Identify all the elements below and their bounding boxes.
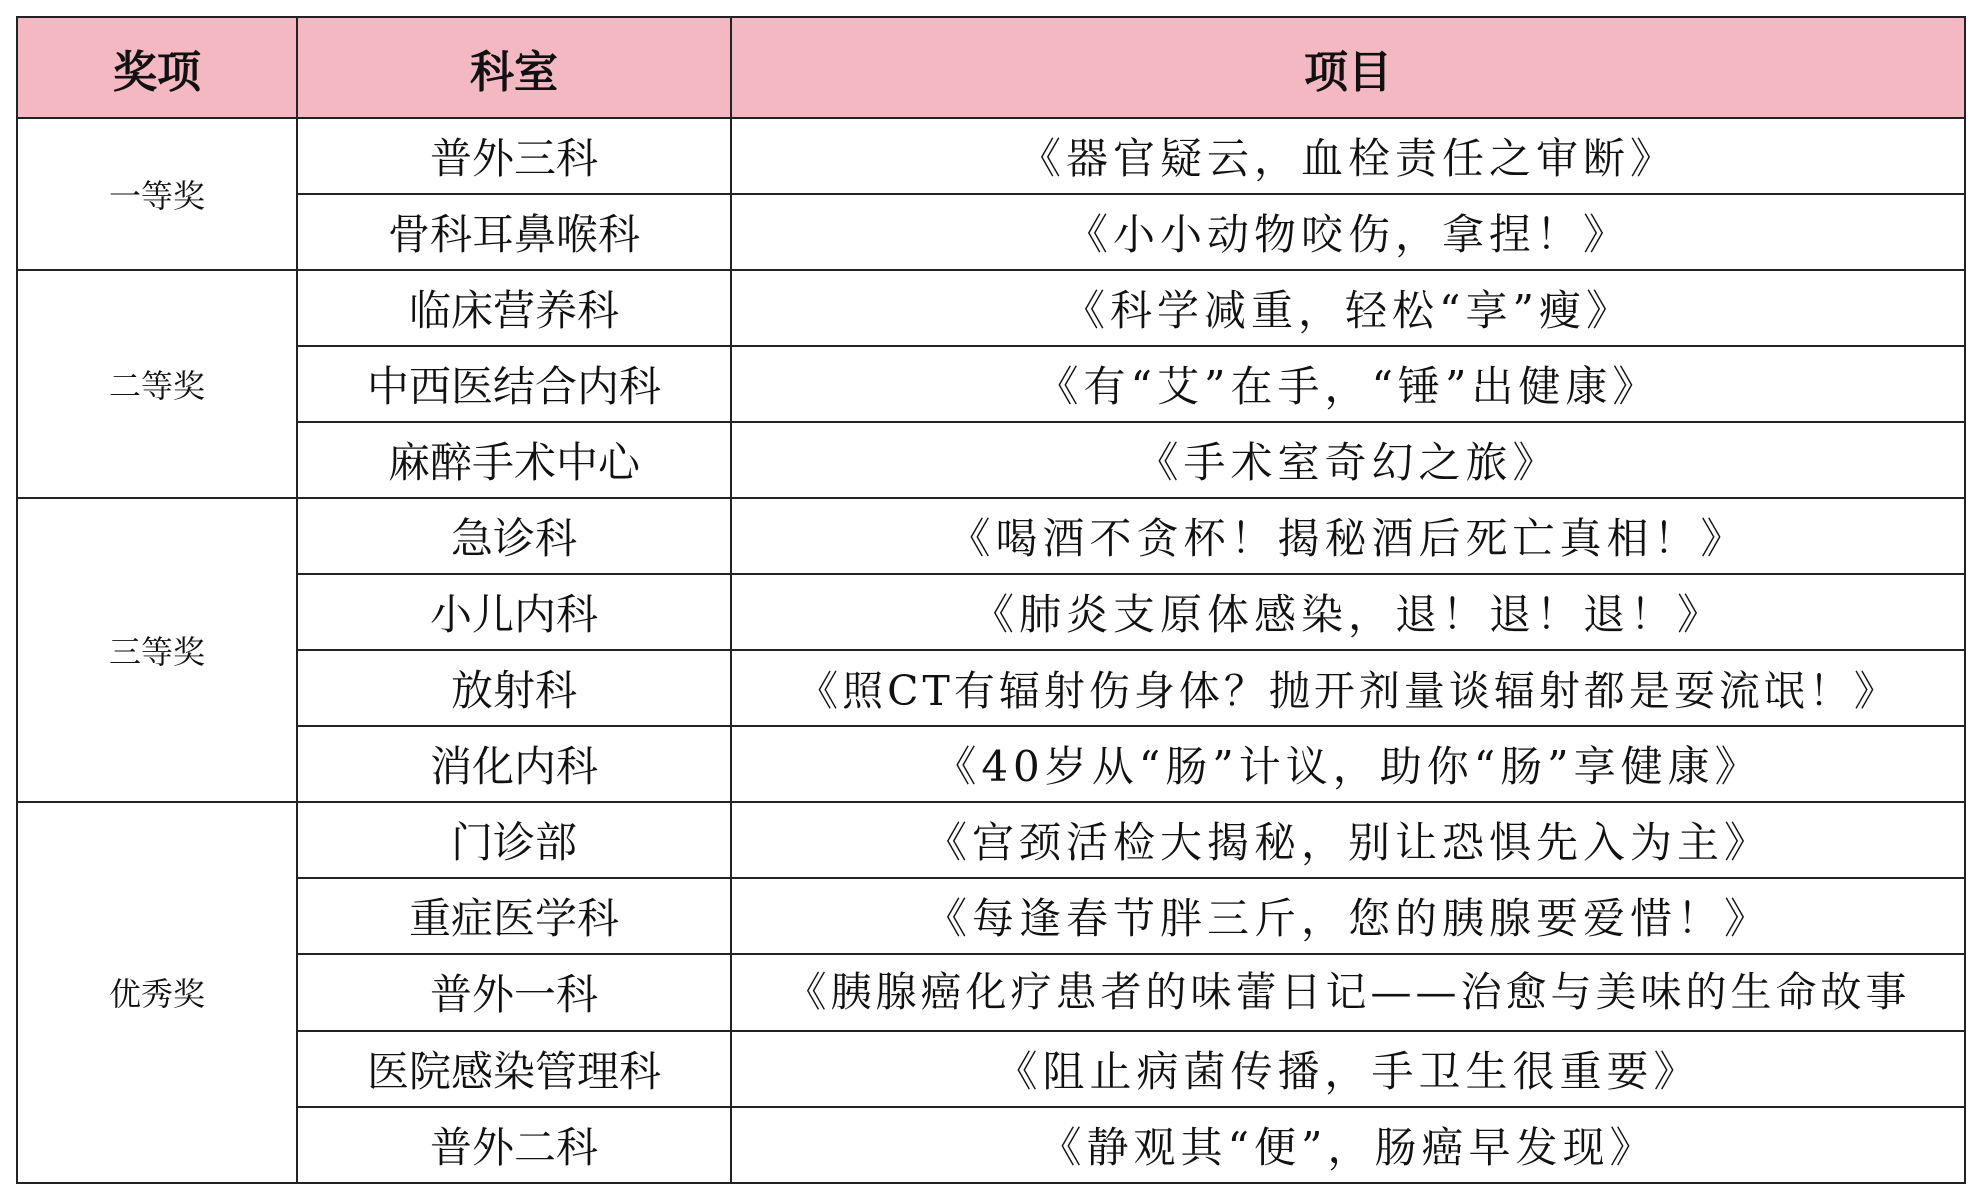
project-cell: 《有“艾”在手，“锤”出健康》 — [731, 346, 1965, 422]
department-cell: 重症医学科 — [297, 878, 731, 954]
table-row — [17, 574, 1965, 650]
award-cell-excellence: 优秀奖 — [17, 802, 297, 1183]
project-cell: 《器官疑云，血栓责任之审断》 — [731, 118, 1965, 194]
project-cell: 《科学减重，轻松“享”瘦》 — [731, 270, 1965, 346]
department-cell: 麻醉手术中心 — [297, 422, 731, 498]
project-cell: 《胰腺癌化疗患者的味蕾日记——治愈与美味的生命故事 — [731, 954, 1965, 1031]
header-department: 科室 — [297, 17, 731, 118]
table-row — [17, 1107, 1965, 1183]
project-cell: 《每逢春节胖三斤，您的胰腺要爱惜！》 — [731, 878, 1965, 954]
table-row — [17, 498, 1965, 574]
department-cell: 临床营养科 — [297, 270, 731, 346]
project-cell: 《40岁从“肠”计议，助你“肠”享健康》 — [731, 726, 1965, 802]
award-cell-first: 一等奖 — [17, 118, 297, 270]
department-cell: 中西医结合内科 — [297, 346, 731, 422]
table-row — [17, 726, 1965, 802]
table-row — [17, 422, 1965, 498]
table-row — [17, 802, 1965, 878]
project-cell: 《喝酒不贪杯！揭秘酒后死亡真相！》 — [731, 498, 1965, 574]
department-cell: 小儿内科 — [297, 574, 731, 650]
project-cell: 《肺炎支原体感染，退！退！退！》 — [731, 574, 1965, 650]
award-cell-second: 二等奖 — [17, 270, 297, 498]
table-row — [17, 194, 1965, 270]
table-row — [17, 650, 1965, 726]
award-cell-third: 三等奖 — [17, 498, 297, 802]
project-cell: 《宫颈活检大揭秘，别让恐惧先入为主》 — [731, 802, 1965, 878]
table-header — [17, 17, 1965, 118]
department-cell: 放射科 — [297, 650, 731, 726]
award-table — [16, 16, 1966, 1184]
header-row — [17, 17, 1965, 118]
table-row — [17, 954, 1965, 1031]
table-row — [17, 346, 1965, 422]
table-row — [17, 270, 1965, 346]
department-cell: 消化内科 — [297, 726, 731, 802]
department-cell: 普外二科 — [297, 1107, 731, 1183]
header-award: 奖项 — [17, 17, 297, 118]
department-cell: 普外一科 — [297, 954, 731, 1031]
header-project: 项目 — [731, 17, 1965, 118]
department-cell: 门诊部 — [297, 802, 731, 878]
project-cell: 《阻止病菌传播，手卫生很重要》 — [731, 1031, 1965, 1107]
department-cell: 医院感染管理科 — [297, 1031, 731, 1107]
project-cell: 《照CT有辐射伤身体？抛开剂量谈辐射都是耍流氓！》 — [731, 650, 1965, 726]
department-cell: 骨科耳鼻喉科 — [297, 194, 731, 270]
table-body — [17, 118, 1965, 1183]
project-cell: 《小小动物咬伤，拿捏！》 — [731, 194, 1965, 270]
project-cell: 《静观其“便”，肠癌早发现》 — [731, 1107, 1965, 1183]
table-row — [17, 118, 1965, 194]
department-cell: 急诊科 — [297, 498, 731, 574]
table-row — [17, 878, 1965, 954]
table-row — [17, 1031, 1965, 1107]
department-cell: 普外三科 — [297, 118, 731, 194]
project-cell: 《手术室奇幻之旅》 — [731, 422, 1965, 498]
